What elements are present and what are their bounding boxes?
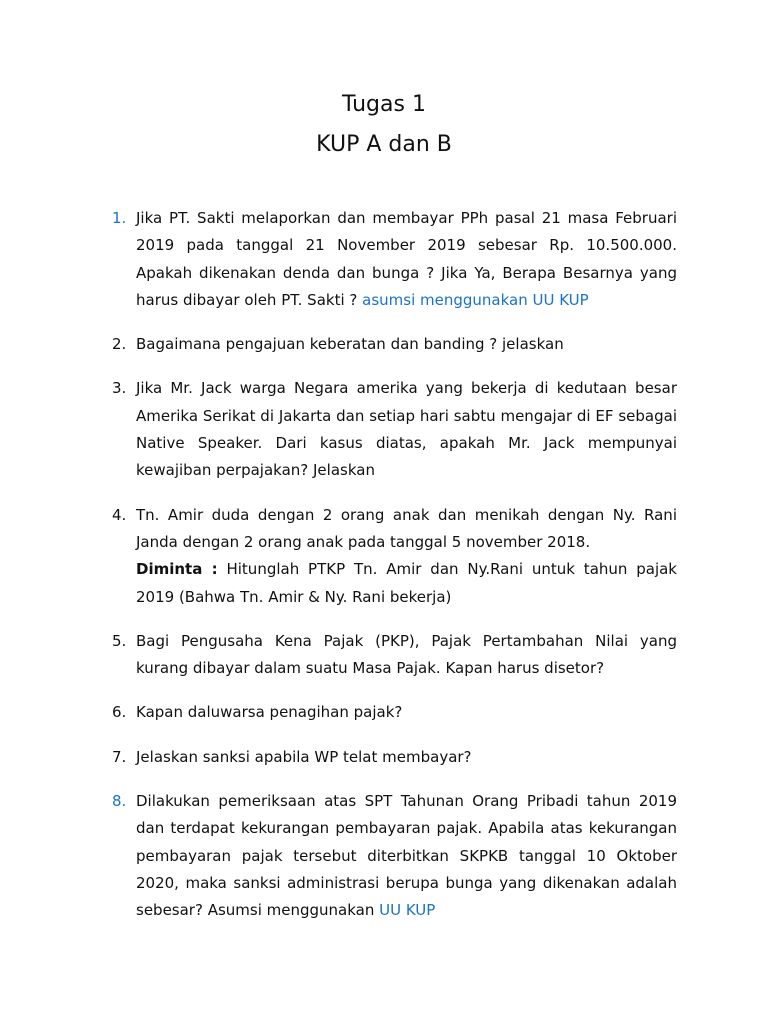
question-text: Jelaskan sanksi apabila WP telat membayar? [136,747,472,766]
question-number: 2. [112,335,127,354]
question-7 [0,744,768,771]
question-text: Bagaimana pengajuan keberatan dan banding ? jelaskan [136,335,564,354]
question-1 [0,205,768,314]
question-number: 7. [112,747,127,766]
question-list [0,205,768,942]
question-3 [0,375,768,484]
question-number: 4. [112,505,127,524]
question-number: 6. [112,703,127,722]
uu-kup-link[interactable]: UU KUP [379,901,436,920]
question-text: Bagi Pengusaha Kena Pajak (PKP), Pajak Pertambahan Nilai yang kurang dibayar dalam suatu Masa Pajak. Kapan harus disetor? [136,631,677,678]
question-text: Jika Mr. Jack warga Negara amerika yang bekerja di kedutaan besar Amerika Serikat di Jakarta dan setiap hari sabtu mengajar di EF sebagai Native Speaker. Dari kasus diatas, apakah Mr. Jack mempunyai kewajiban perpajakan? Jelaskan [136,379,677,480]
diminta-label: Diminta : [136,560,218,579]
question-text: Kapan daluwarsa penagihan pajak? [136,703,403,722]
question-4 [0,502,768,611]
question-6 [0,699,768,726]
document-subtitle: KUP A dan B [316,132,452,157]
question-number: 5. [112,631,127,650]
question-number: 8. [112,792,127,811]
uu-kup-link[interactable]: asumsi menggunakan UU KUP [362,290,589,309]
document-title: Tugas 1 [342,92,426,117]
question-number: 1. [112,209,127,227]
question-text: Dilakukan pemeriksaan atas SPT Tahunan Orang Pribadi tahun 2019 dan terdapat kekurangan pembayaran pajak. Apabila atas kekurangan pembayaran pajak tersebut diterbitkan SKPKB tanggal 10 Oktober 2020, maka sanksi administrasi berupa bunga yang dikenakan adalah sebesar? Asumsi menggunakan UU KUP [136,792,677,920]
question-5 [0,628,768,683]
question-text: Jika PT. Sakti melaporkan dan membayar PPh pasal 21 masa Februari 2019 pada tanggal 21 November 2019 sebesar Rp. 10.500.000. Apakah dikenakan denda dan bunga ? Jika Ya, Berapa Besarnya yang harus dibayar oleh PT. Sakti ? asumsi menggunakan UU KUP [136,209,677,309]
question-text: Tn. Amir duda dengan 2 orang anak dan menikah dengan Ny. Rani Janda dengan 2 orang anak pada tanggal 5 november 2018. Diminta : Hitunglah PTKP Tn. Amir dan Ny.Rani untuk tahun pajak 2019 (Bahwa Tn. Amir & Ny. Rani bekerja) [136,505,677,606]
question-2 [0,331,768,358]
question-number: 3. [112,379,127,398]
question-8 [0,788,768,924]
